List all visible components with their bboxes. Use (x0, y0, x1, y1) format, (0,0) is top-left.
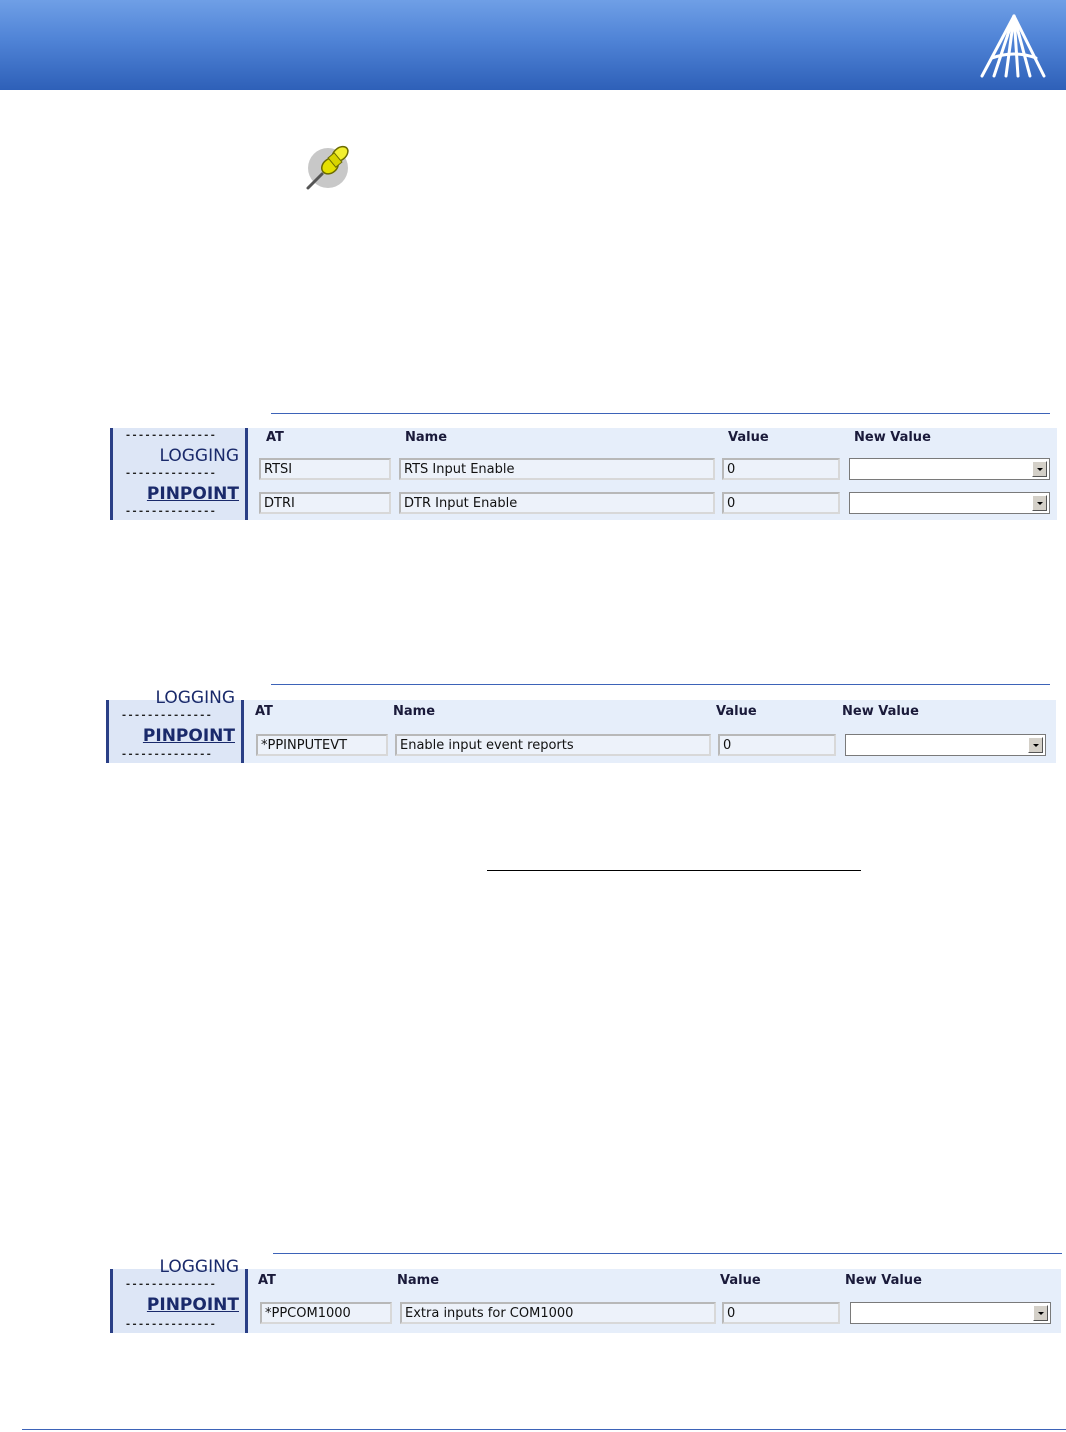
column-header-at: AT (266, 430, 284, 445)
column-header-new-value: New Value (854, 430, 931, 445)
divider: -------------- (125, 1319, 217, 1330)
divider: -------------- (125, 468, 217, 479)
column-header-value: Value (716, 704, 757, 719)
column-header-value: Value (728, 430, 769, 445)
new-value-select[interactable] (849, 458, 1050, 480)
column-header-name: Name (405, 430, 448, 445)
at-field: *PPCOM1000 (260, 1302, 392, 1324)
name-field: Enable input event reports (395, 734, 711, 756)
nav-sidebar (110, 428, 248, 520)
at-field: RTSI (259, 458, 391, 480)
new-value-select[interactable] (850, 1302, 1051, 1324)
nav-sidebar (106, 688, 244, 763)
value-field: 0 (722, 492, 840, 514)
column-header-name: Name (393, 704, 436, 719)
new-value-select[interactable] (845, 734, 1046, 756)
new-value-select[interactable] (849, 492, 1050, 514)
column-header-at: AT (258, 1273, 276, 1288)
value-field: 0 (722, 458, 840, 480)
nav-pinpoint-link[interactable]: PINPOINT (146, 1295, 239, 1315)
footer-rule (22, 1429, 1066, 1430)
column-header-at: AT (255, 704, 273, 719)
nav-pinpoint-link[interactable]: PINPOINT (146, 484, 239, 504)
chevron-down-icon[interactable] (1032, 461, 1047, 477)
column-header-new-value: New Value (845, 1273, 922, 1288)
text-underline (487, 870, 861, 871)
chevron-down-icon[interactable] (1032, 495, 1047, 511)
divider: -------------- (121, 710, 213, 721)
value-field: 0 (718, 734, 836, 756)
divider: -------------- (125, 430, 217, 441)
nav-logging[interactable]: LOGGING (159, 446, 239, 466)
name-field: RTS Input Enable (399, 458, 715, 480)
chevron-down-icon[interactable] (1033, 1305, 1048, 1321)
divider: -------------- (125, 1279, 217, 1290)
chevron-down-icon[interactable] (1028, 737, 1043, 753)
name-field: Extra inputs for COM1000 (400, 1302, 716, 1324)
section-rule (273, 1253, 1062, 1254)
section-rule (271, 413, 1050, 414)
column-header-value: Value (720, 1273, 761, 1288)
at-field: DTRI (259, 492, 391, 514)
nav-logging[interactable]: LOGGING (155, 688, 235, 708)
at-command-panel (110, 428, 1057, 520)
nav-logging[interactable]: LOGGING (159, 1257, 239, 1277)
column-header-name: Name (397, 1273, 440, 1288)
at-command-panel (110, 1257, 1061, 1333)
value-field: 0 (722, 1302, 840, 1324)
section-rule (271, 684, 1050, 685)
nav-sidebar (110, 1257, 248, 1333)
divider: -------------- (121, 749, 213, 760)
nav-pinpoint-link[interactable]: PINPOINT (142, 726, 235, 746)
at-field: *PPINPUTEVT (256, 734, 388, 756)
company-logo-icon (978, 14, 1050, 78)
pushpin-icon (300, 140, 356, 196)
header-banner (0, 0, 1066, 90)
at-command-panel (106, 688, 1056, 763)
divider: -------------- (125, 506, 217, 517)
name-field: DTR Input Enable (399, 492, 715, 514)
column-header-new-value: New Value (842, 704, 919, 719)
